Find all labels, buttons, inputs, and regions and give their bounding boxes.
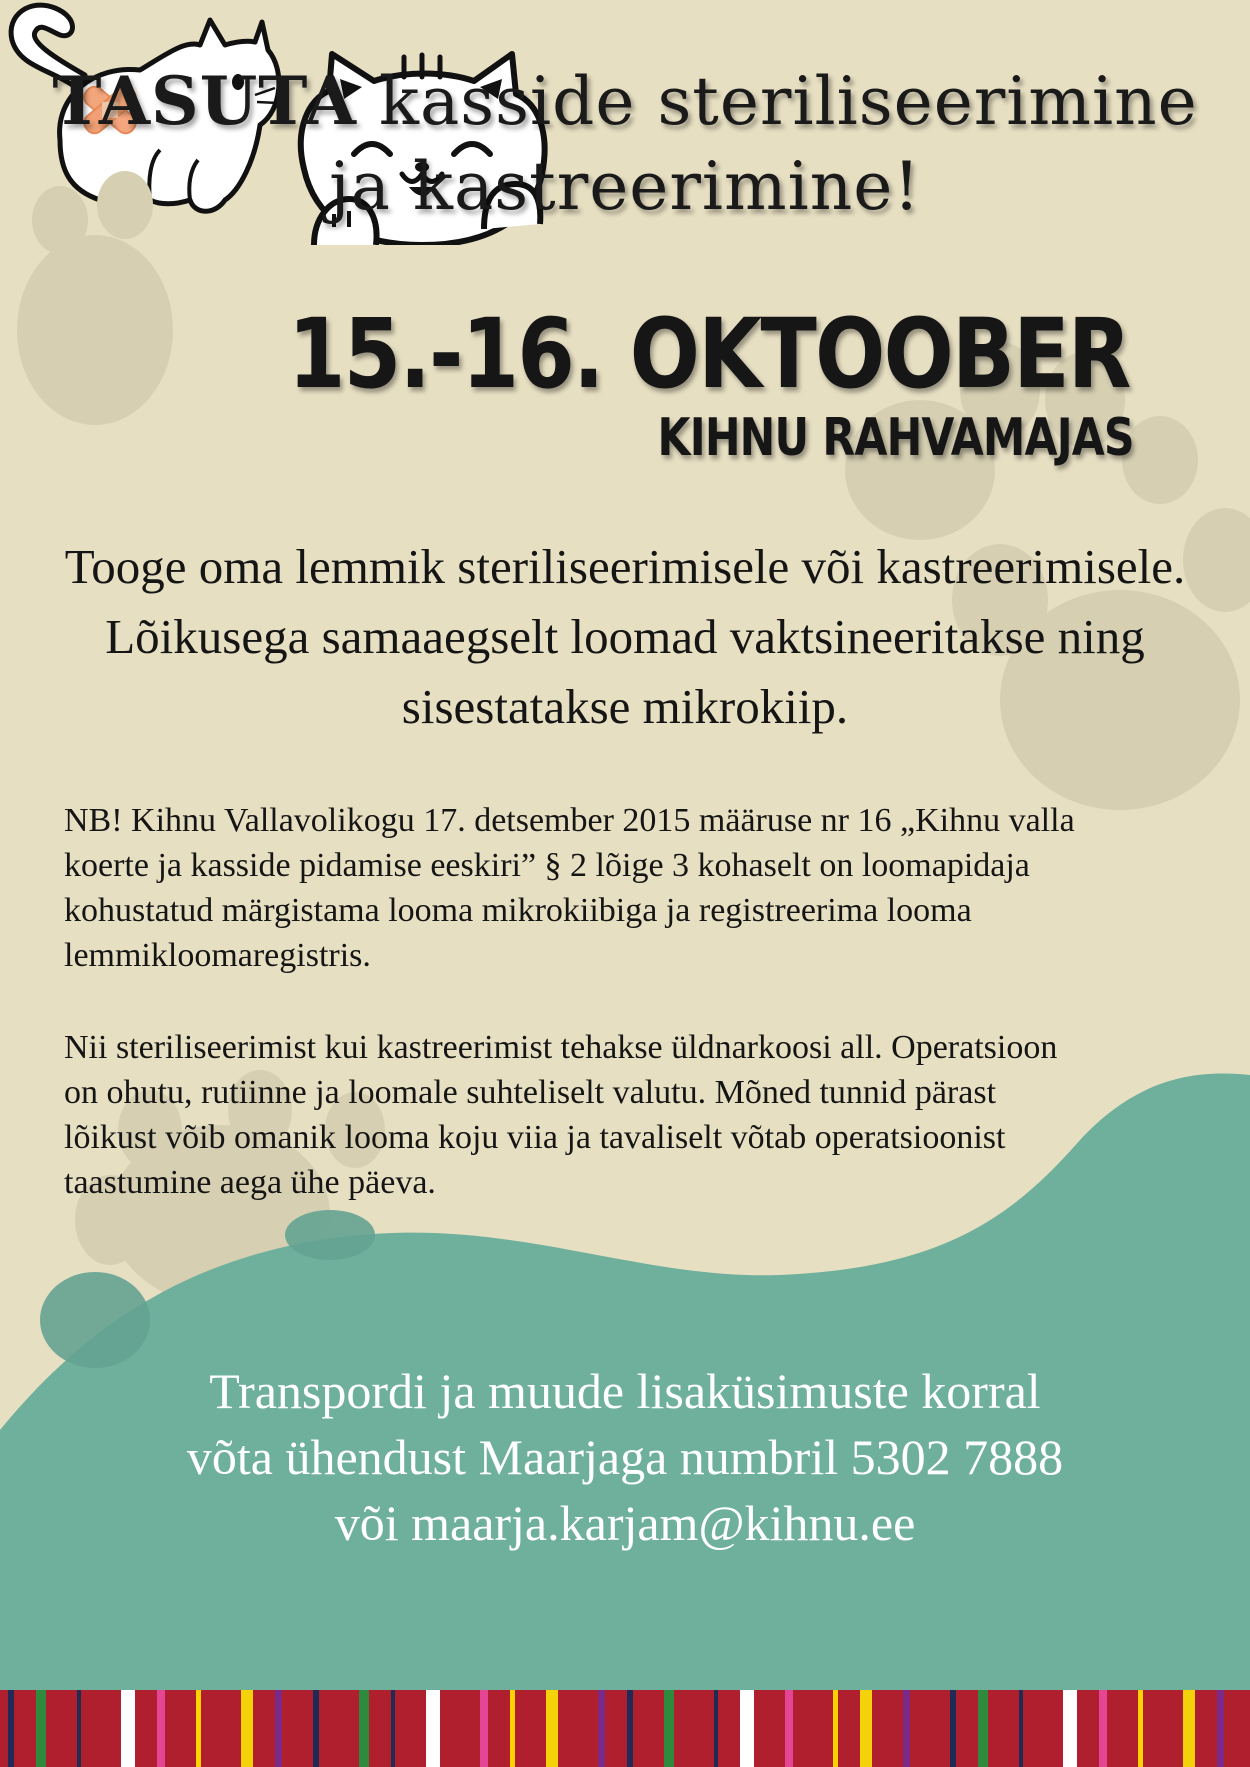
stripe-band — [714, 1690, 718, 1767]
contact-line-1: Transpordi ja muude lisaküsimuste korral — [209, 1363, 1041, 1419]
stripe-band — [833, 1690, 838, 1767]
legal-notice-line: koerte ja kasside pidamise eeskiri” § 2 lõige 3 kohaselt on loomapidaja — [64, 847, 1030, 884]
legal-notice-line: kohustatud märgistama looma mikrokiibiga ja registreerima looma — [64, 892, 972, 929]
headline-line-2: ja kastreerimine! — [329, 148, 921, 225]
procedure-info-line: taastumine aega ühe päeva. — [64, 1164, 436, 1201]
stripe-band — [313, 1690, 319, 1767]
procedure-info-paragraph — [64, 1025, 1214, 1205]
legal-notice-line: lemmikloomaregistris. — [64, 937, 371, 974]
headline-free-word: TASUTA — [52, 62, 357, 140]
stripe-band — [1063, 1690, 1077, 1767]
stripe-band — [8, 1690, 14, 1767]
stripe-band — [598, 1690, 605, 1767]
legal-notice-line: NB! Kihnu Vallavolikogu 17. detsember 2015 määruse nr 16 „Kihnu valla — [64, 802, 1075, 839]
stripe-band — [1183, 1690, 1195, 1767]
event-date: 15.-16. OKTOOBER — [288, 298, 1130, 410]
folk-stripe-border — [0, 1690, 1250, 1767]
stripe-band — [426, 1690, 440, 1767]
procedure-info-line: Nii steriliseerimist kui kastreerimist tehakse üldnarkoosi all. Operatsioon — [64, 1029, 1058, 1066]
stripe-band — [157, 1690, 165, 1767]
stripe-band — [77, 1690, 81, 1767]
stripe-band — [1138, 1690, 1143, 1767]
procedure-info-line: lõikust võib omanik looma koju viia ja tavaliselt võtab operatsioonist — [64, 1119, 1006, 1156]
stripe-band — [1019, 1690, 1023, 1767]
stripe-band — [275, 1690, 282, 1767]
stripe-band — [480, 1690, 488, 1767]
headline-line-1 — [0, 62, 1250, 140]
stripe-band — [664, 1690, 674, 1767]
stripe-band — [1099, 1690, 1107, 1767]
stripe-band — [391, 1690, 395, 1767]
legal-notice-paragraph — [64, 798, 1214, 978]
stripe-band — [1217, 1690, 1224, 1767]
intro-line-3: sisestatakse mikrokiip. — [401, 679, 849, 734]
stripe-band — [241, 1690, 253, 1767]
stripe-band — [978, 1690, 988, 1767]
intro-line-1: Tooge oma lemmik steriliseerimisele või kastreerimisele. — [64, 539, 1186, 594]
stripe-band — [740, 1690, 754, 1767]
intro-line-2: Lõikusega samaaegselt loomad vaktsineeritakse ning — [105, 609, 1145, 664]
contact-line-2-phone: võta ühendust Maarjaga numbril 5302 7888 — [186, 1429, 1064, 1485]
procedure-info-line: on ohutu, rutiinne ja loomale suhteliselt valutu. Mõned tunnid pärast — [64, 1074, 997, 1111]
stripe-band — [121, 1690, 135, 1767]
event-venue: KIHNU RAHVAMAJAS — [657, 408, 1134, 468]
stripe-band — [36, 1690, 46, 1767]
stripe-band — [950, 1690, 956, 1767]
stripe-band — [627, 1690, 633, 1767]
stripe-band — [860, 1690, 872, 1767]
stripe-band — [196, 1690, 201, 1767]
stripe-band — [546, 1690, 558, 1767]
stripe-band — [785, 1690, 793, 1767]
contact-line-3-email[interactable]: või maarja.karjam@kihnu.ee — [334, 1495, 916, 1551]
stripe-band — [903, 1690, 910, 1767]
headline-line-1-rest: kasside steriliseerimine — [356, 63, 1198, 140]
stripe-band — [359, 1690, 369, 1767]
stripe-band — [510, 1690, 515, 1767]
